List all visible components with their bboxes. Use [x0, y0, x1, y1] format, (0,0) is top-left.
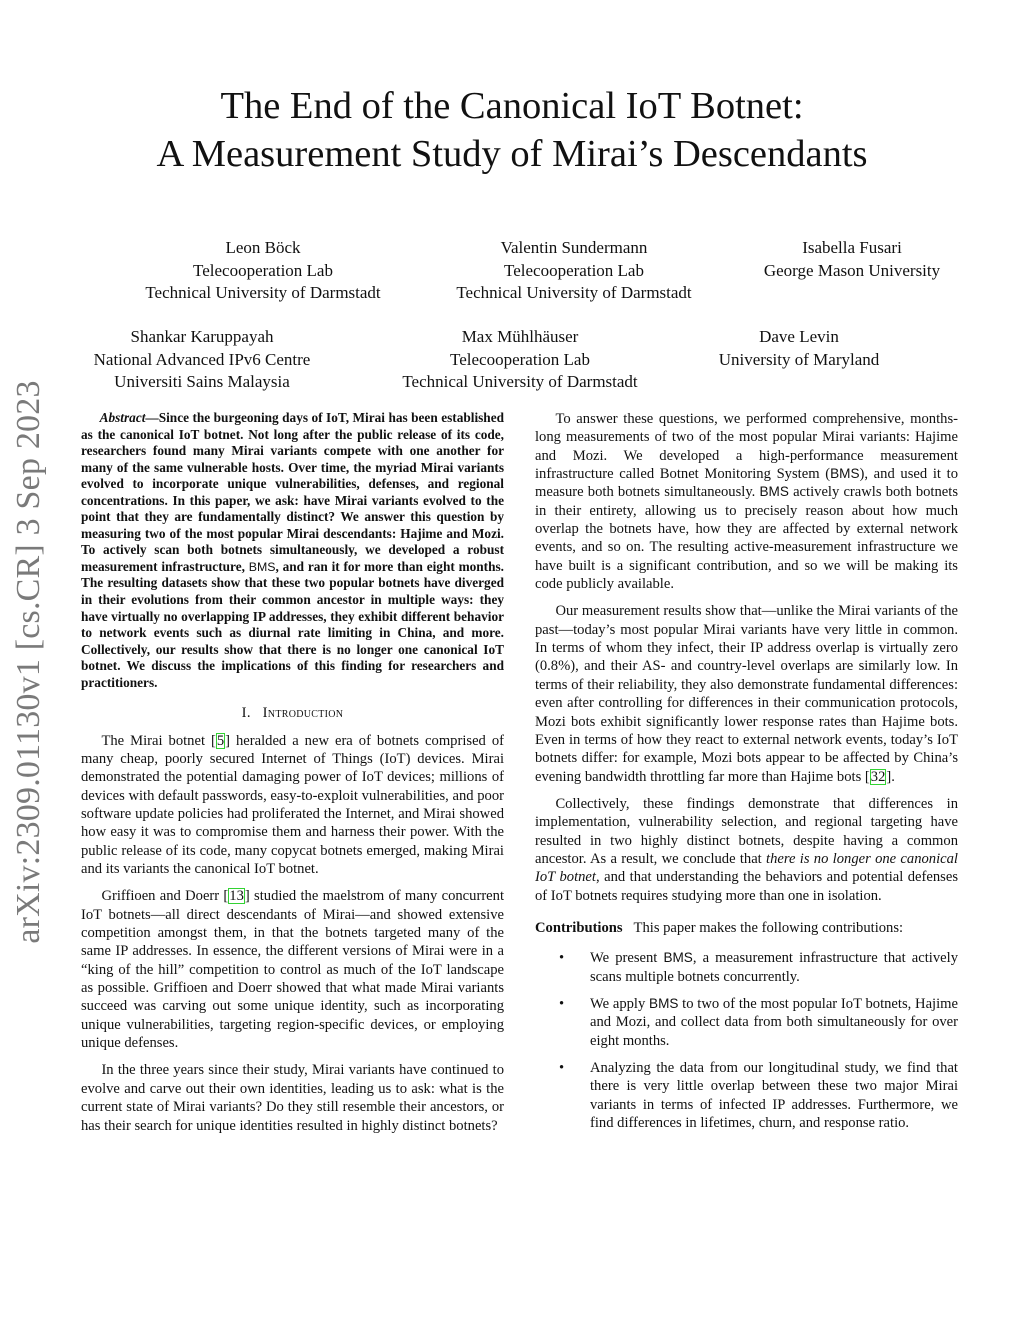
author-affiliation: Technical University of Darmstadt — [145, 283, 381, 302]
title-line-2: A Measurement Study of Mirai’s Descendants — [156, 133, 868, 175]
list-item: • Analyzing the data from our longitudinal study, we find that there is very little overlap between these two major Mirai variants in terms of infected IP addresses. Furthermore, we find differences in lifetimes, churn, and response ratio. — [559, 1060, 958, 1132]
emphasis-text: there is no longer one canonical IoT botnet — [535, 850, 958, 886]
author-name: Shankar Karuppayah — [130, 327, 274, 346]
intro-paragraph-4: To answer these questions, we performed comprehensive, months-long measurements of two of the most popular Mirai variants: Hajime and Mozi. We developed a high-performance measurement infrastructure called Botnet Monitoring System (BMS), and used it to measure both botnets simultaneously. BMS actively crawls both botnets in their entirety, allowing us to precisely reason about how much overlap the botnets have, how they are affected by external network events, and so on. The resulting active-measurement infrastructure we have built is a significant contribution, and so we will be making its code publicly available. — [535, 411, 959, 593]
author-name: Isabella Fusari — [802, 238, 902, 257]
author-block — [708, 326, 890, 371]
intro-paragraph-6: Collectively, these findings demonstrate that differences in implementation, vulnerability selection, and regional targeting have resulted in two highly distinct botnets, despite having a common ancestor. As a result, we conclude that there is no longer one canonical IoT botnet, and that understanding the behaviors and potential defenses of IoT botnets requires studying more than one in isolation. — [535, 795, 958, 904]
bullet-icon: • — [559, 950, 565, 967]
author-affiliation: Telecooperation Lab — [450, 349, 590, 369]
right-column — [535, 410, 958, 1141]
contributions-label: Contributions — [535, 919, 623, 936]
list-item: • We apply BMS to two of the most popular IoT botnets, Hajime and Mozi, and collect data from both simultaneously for over eight months. — [559, 995, 958, 1049]
author-affiliation: National Advanced IPv6 Centre — [93, 349, 311, 369]
author-block — [388, 326, 652, 394]
citation-link[interactable]: 5 — [216, 732, 225, 749]
intro-paragraph-3: In the three years since their study, Mirai variants have continued to evolve and carve out their own identities, leading us to ask: what is the current state of Mirai variants? Do they still resemble their ancestors, or has their search for unique identities resulted in highly distinct botnets? — [81, 1062, 504, 1134]
bullet-icon: • — [559, 995, 565, 1012]
arxiv-identifier: arXiv:2309.01130v1 [cs.CR] 3 Sep 2023 — [10, 380, 47, 944]
section-heading-introduction: I. Introduction — [241, 705, 344, 722]
author-block — [80, 326, 324, 394]
contributions-list — [535, 949, 958, 1132]
system-name-bms: BMS — [663, 950, 693, 966]
author-block — [134, 237, 392, 305]
author-affiliation: George Mason University — [763, 260, 941, 280]
bullet-icon: • — [559, 1060, 565, 1076]
author-name: Valentin Sundermann — [500, 238, 648, 257]
author-affiliation: Telecooperation Lab — [504, 260, 644, 280]
author-affiliation: Technical University of Darmstadt — [456, 283, 692, 302]
citation-link[interactable]: 32 — [870, 768, 886, 785]
abstract: Abstract—Since the burgeoning days of IoT, Mirai has been established as the canonical IoT botnet. Not long after the public release of its code, researchers found many Mirai variants compete with one another for many of the same vulnerable hosts. Over time, the myriad Mirai variants evolved to incorporate unique vulnerabilities, defenses, and regional concentrations. In this paper, we ask: have Mirai variants evolved to the point that they are fundamentally distinct? We answer this question by measuring two of the most popular Mirai descendants: Hajime and Mozi. To actively scan both botnets simultaneously, we developed a robust measurement infrastructure, BMS, and ran it for more than eight months. The resulting datasets show that these two popular botnets have diverged in their evolutions from their common ancestor in multiple ways: they have virtually no overlapping IP addresses, they exhibit different behavior to network events such as diurnal rate limiting in China, and more. Collectively, our results show that there is no longer one canonical IoT botnet. We discuss the implications of this finding for researchers and practitioners. — [81, 410, 505, 690]
author-affiliation: Telecooperation Lab — [193, 260, 333, 280]
author-affiliation: University of Maryland — [718, 349, 880, 369]
title-line-1: The End of the Canonical IoT Botnet: — [220, 85, 804, 127]
abstract-text: Since the burgeoning days of IoT, Mirai has been established as the canonical IoT botnet. Not long after the public release of its code, researchers found many Mirai variants compete with one another for many of the same vulnerable hosts. Over time, the myriad Mirai variants evolved to incorporate unique vulnerabilities, defenses, and regional concentrations. In this paper, we ask: have Mirai variants evolved to the point that they are fundamentally distinct? We answer this question by measuring two of the most popular Mirai descendants: Hajime and Mozi. To actively scan both botnets simultaneously, we developed a robust measurement infrastructure, — [81, 410, 504, 574]
system-name-bms: BMS — [830, 466, 860, 482]
citation-link[interactable]: 13 — [229, 888, 244, 905]
author-name: Leon Böck — [225, 238, 301, 257]
intro-paragraph-2: Griffioen and Doerr [13] studied the maelstrom of many concurrent IoT botnets—all direct descendants of Mirai—and showed extensive competition amongst them, in that the botnets targeted many of the same IP addresses. In essence, the different versions of Mirai were in a “king of the hill” competition to control as much of the IoT landscape as possible. Griffioen and Doerr showed that what made Mirai variants succeed was carving out some unique identity, such as incorporating unique vulnerabilities, targeting region-specific devices, or employing unique defenses. — [81, 888, 505, 1052]
author-affiliation: Universiti Sains Malaysia — [114, 372, 290, 391]
system-name-bms: BMS — [649, 995, 679, 1011]
author-block — [754, 237, 950, 282]
system-name-bms: BMS — [248, 559, 276, 574]
abstract-label: Abstract — [99, 410, 146, 425]
system-name-bms: BMS — [759, 484, 789, 500]
left-column — [81, 410, 504, 1144]
intro-paragraph-1: The Mirai botnet [5] heralded a new era of botnets comprised of many cheap, poorly secured Internet of Things (IoT) devices. Mirai demonstrated the potential damaging power of IoT devices; millions of devices with default passwords, easy-to-exploit vulnerabilities, and poor software update policies had proliferated the Internet, and Mirai showed how easy it was to compromise them and harness their power. With the public release of its code, many copycat botnets emerged, making Mirai and its variants the canonical IoT botnet. — [81, 732, 504, 878]
intro-paragraph-5: Our measurement results show that—unlike the Mirai variants of the past—today’s most popular Mirai variants have very little in common. In terms of whom they infect, their IP address overlap is virtually zero (0.8%), and their AS- and country-level overlaps are similarly low. In terms of their reliability, they also demonstrate fundamental differences: even after controlling for differences in their communication protocols, Mozi bots exhibit significantly lower response rates than Hajime bots. Even in terms of how they react to external network events, today’s IoT botnets differ: for example, Mozi bots appear to be affected by China’s evening bandwidth throttling far more than Hajime bots [32]. — [535, 603, 958, 785]
author-affiliation: Technical University of Darmstadt — [402, 372, 638, 391]
arxiv-stamp — [4, 362, 54, 962]
author-name: Max Mühlhäuser — [461, 327, 579, 346]
author-name: Dave Levin — [759, 327, 839, 346]
author-block — [444, 237, 704, 305]
list-item: • We present BMS, a measurement infrastructure that actively scans multiple botnets concurrently. — [559, 950, 958, 985]
contributions-paragraph: Contributions This paper makes the following contributions: — [535, 919, 904, 936]
paper-title — [0, 82, 1024, 178]
